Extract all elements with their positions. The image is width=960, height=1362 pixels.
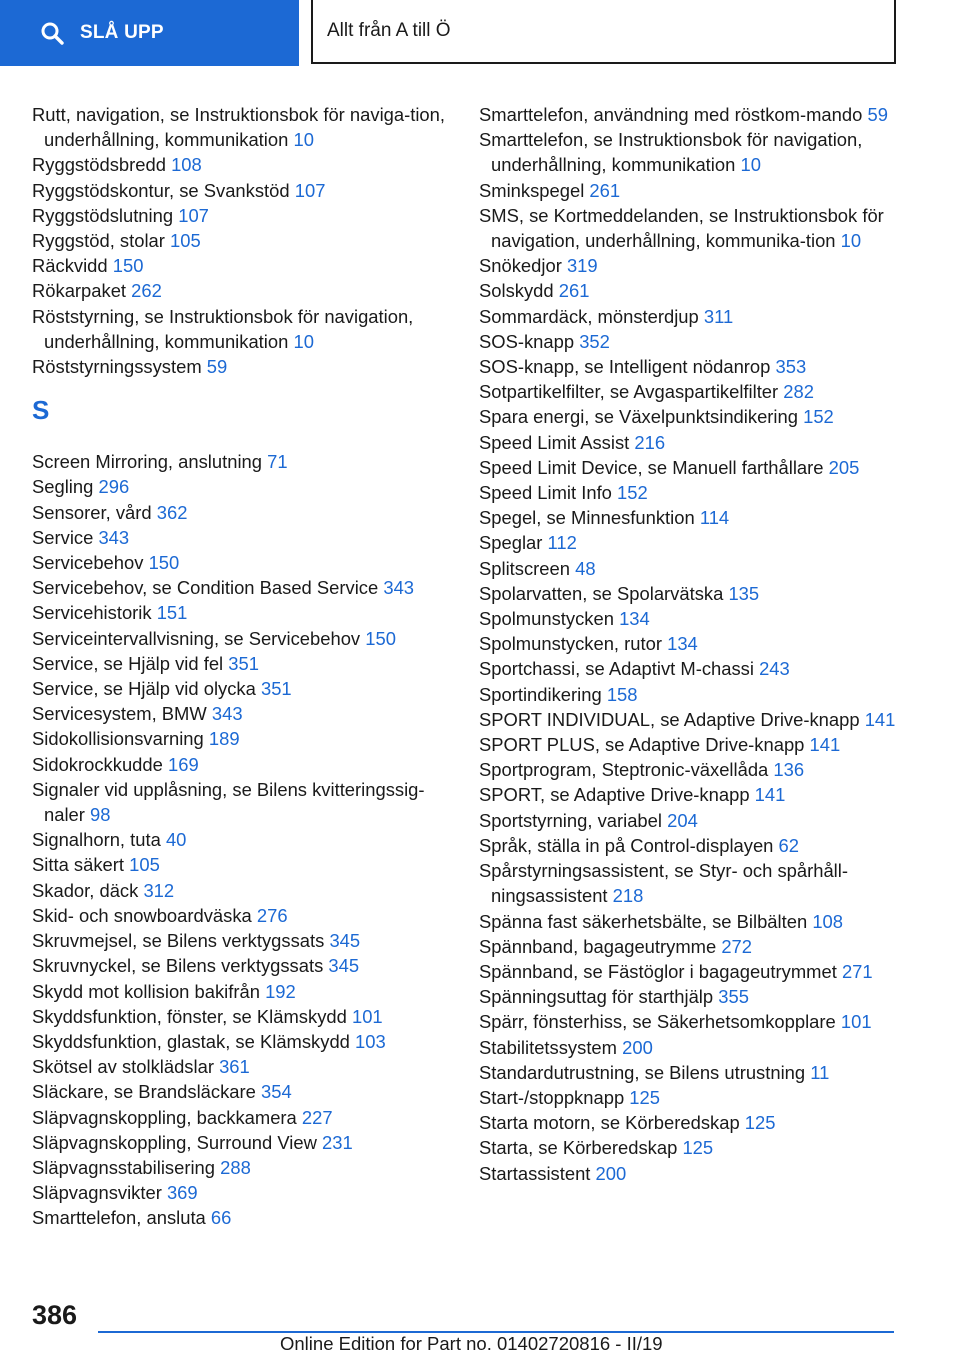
index-group-s-continued <box>479 102 929 1186</box>
index-entry-page-link[interactable]: 125 <box>744 1112 776 1134</box>
index-entry <box>32 525 452 550</box>
index-entry-page-link[interactable]: 200 <box>595 1162 627 1184</box>
index-entry <box>479 127 929 177</box>
index-entry-text: Serviceintervallvisning, se Servicebehov <box>32 627 361 649</box>
index-entry <box>479 833 929 858</box>
index-entry <box>479 556 929 581</box>
index-entry-page-link[interactable]: 141 <box>864 708 896 730</box>
index-column-right <box>479 102 929 1186</box>
index-entry-text: Skruvmejsel, se Bilens verktygssats <box>32 930 325 952</box>
index-entry-text: SOS-knapp, se Intelligent nödanrop <box>479 356 771 378</box>
index-entry <box>32 500 452 525</box>
index-entry-page-link[interactable]: 169 <box>167 753 199 775</box>
index-entry-page-link[interactable]: 296 <box>98 476 130 498</box>
index-entry-text: Servicehistorik <box>32 602 152 624</box>
index-entry-page-link[interactable]: 125 <box>629 1086 660 1108</box>
index-entry-text: SPORT INDIVIDUAL, se Adaptive Drive-knapp <box>479 708 860 730</box>
index-entry-text: Skid- och snowboardväska <box>32 904 252 926</box>
index-entry-text: Smarttelefon, se Instruktionsbok för navigation, underhållning, kommunikation <box>479 129 863 176</box>
index-entry-page-link[interactable]: 261 <box>558 280 590 302</box>
index-entry-page-link[interactable]: 62 <box>778 834 799 856</box>
index-entry-text: Släpvagnsvikter <box>32 1182 162 1204</box>
index-entry-page-link[interactable]: 352 <box>579 330 610 352</box>
index-entry <box>32 1180 452 1205</box>
edition-text: Online Edition for Part no. 01402720816 - II/19 <box>280 1333 663 1354</box>
index-entry-page-link[interactable]: 107 <box>294 179 326 201</box>
index-entry <box>479 1135 929 1160</box>
index-entry <box>32 651 452 676</box>
index-entry <box>32 203 452 228</box>
index-entry-text: Skruvnyckel, se Bilens verktygssats <box>32 955 324 977</box>
index-entry <box>479 808 929 833</box>
index-entry-page-link[interactable]: 312 <box>143 879 175 901</box>
index-entry <box>479 581 929 606</box>
index-entry-page-link[interactable]: 216 <box>634 431 666 453</box>
index-entry-page-link[interactable]: 288 <box>220 1156 251 1178</box>
index-entry-page-link[interactable]: 108 <box>812 910 843 932</box>
index-entry-text: Spänna fast säkerhetsbälte, se Bilbälten <box>479 910 808 932</box>
index-entry <box>32 304 452 354</box>
index-entry-page-link[interactable]: 107 <box>178 204 209 226</box>
index-entry-text: Spännband, bagageutrymme <box>479 935 717 957</box>
index-entry <box>479 354 929 379</box>
index-entry <box>32 953 452 978</box>
index-entry-text: SMS, se Kortmeddelanden, se Instruktionsbok för navigation, underhållning, kommunika-tion <box>479 204 884 252</box>
index-entry <box>32 354 452 379</box>
index-entry-text: Spärr, fönsterhiss, se Säkerhetsomkopplare <box>479 1011 836 1033</box>
index-entry-page-link[interactable]: 205 <box>828 456 860 478</box>
index-entry <box>32 852 452 877</box>
index-entry <box>479 430 929 455</box>
index-entry-text: SPORT PLUS, se Adaptive Drive-knapp <box>479 734 805 756</box>
index-entry-page-link[interactable]: 105 <box>129 854 160 876</box>
index-entry-text: Sotpartikelfilter, se Avgaspartikelfilter <box>479 381 779 403</box>
index-entry <box>32 550 452 575</box>
index-entry-text: Startassistent <box>479 1162 591 1184</box>
index-entry <box>32 928 452 953</box>
index-entry <box>479 1085 929 1110</box>
index-entry-page-link[interactable]: 103 <box>355 1030 386 1052</box>
index-entry <box>32 152 452 177</box>
index-entry <box>479 404 929 429</box>
index-entry <box>479 631 929 656</box>
search-icon <box>40 21 64 45</box>
index-entry-text: Starta, se Körberedskap <box>479 1137 678 1159</box>
index-entry-text: Speed Limit Info <box>479 482 612 504</box>
index-entry <box>479 858 929 908</box>
index-entry <box>32 1105 452 1130</box>
index-entry-text: Speed Limit Assist <box>479 431 630 453</box>
index-entry <box>32 878 452 903</box>
index-entry-page-link[interactable]: 152 <box>803 406 834 428</box>
index-entry <box>32 676 452 701</box>
index-entry <box>479 984 929 1009</box>
index-entry <box>479 102 929 127</box>
index-entry-text: Service, se Hjälp vid fel <box>32 652 224 674</box>
index-entry <box>479 782 929 807</box>
index-entry-text: Röststyrning, se Instruktionsbok för navigation, underhållning, kommunikation <box>32 305 414 352</box>
index-entry-text: Spolarvatten, se Spolarvätska <box>479 582 724 604</box>
index-entry-page-link[interactable]: 134 <box>667 633 698 655</box>
index-entry <box>32 701 452 726</box>
index-entry-text: Släckare, se Brandsläckare <box>32 1081 256 1103</box>
index-entry-page-link[interactable]: 319 <box>566 255 598 277</box>
index-group-r <box>32 102 452 379</box>
index-entry <box>32 278 452 303</box>
index-entry-page-link[interactable]: 10 <box>293 330 314 352</box>
index-entry-text: Språk, ställa in på Control-displayen <box>479 834 774 856</box>
index-entry-page-link[interactable]: 192 <box>265 980 296 1002</box>
index-entry-page-link[interactable]: 10 <box>740 154 761 176</box>
index-entry-text: Sitta säkert <box>32 854 124 876</box>
index-entry <box>479 304 929 329</box>
index-entry-page-link[interactable]: 272 <box>721 935 753 957</box>
index-column-left <box>32 102 452 1231</box>
index-entry-page-link[interactable]: 351 <box>228 652 259 674</box>
index-entry-page-link[interactable]: 151 <box>156 602 188 624</box>
index-entry-page-link[interactable]: 158 <box>606 683 638 705</box>
index-entry-text: Sportindikering <box>479 683 602 705</box>
index-entry <box>479 203 929 253</box>
index-entry <box>32 178 452 203</box>
index-entry <box>479 606 929 631</box>
index-entry-page-link[interactable]: 361 <box>219 1056 250 1078</box>
index-entry-page-link[interactable]: 353 <box>775 356 807 378</box>
index-group-s <box>32 449 452 1230</box>
index-entry <box>32 474 452 499</box>
index-entry-page-link[interactable]: 282 <box>783 381 814 403</box>
index-entry <box>32 827 452 852</box>
index-entry-text: Spänningsuttag för starthjälp <box>479 986 714 1008</box>
index-entry <box>479 278 929 303</box>
index-entry-page-link[interactable]: 231 <box>322 1131 353 1153</box>
index-entry <box>32 600 452 625</box>
index-entry-text: Stabilitetssystem <box>479 1036 617 1058</box>
index-entry <box>479 707 929 732</box>
index-entry-page-link[interactable]: 345 <box>328 955 360 977</box>
index-entry <box>479 934 929 959</box>
index-entry-page-link[interactable]: 362 <box>156 501 188 523</box>
index-entry-text: Spolmunstycken, rutor <box>479 633 662 655</box>
index-entry-text: Servicebehov, se Condition Based Service <box>32 577 379 599</box>
index-entry-page-link[interactable]: 204 <box>667 809 698 831</box>
index-entry-text: Starta motorn, se Körberedskap <box>479 1112 740 1134</box>
index-entry-page-link[interactable]: 141 <box>809 734 841 756</box>
index-entry-page-link[interactable]: 11 <box>810 1061 830 1083</box>
index-entry <box>32 979 452 1004</box>
index-entry-text: Räckvidd <box>32 255 108 277</box>
index-entry <box>32 1155 452 1180</box>
index-entry <box>479 1161 929 1186</box>
index-entry-text: Rutt, navigation, se Instruktionsbok för naviga-tion, underhållning, kommunikation <box>32 104 445 151</box>
index-entry-text: Speed Limit Device, se Manuell farthållare <box>479 456 824 478</box>
index-entry-page-link[interactable]: 355 <box>718 986 749 1008</box>
index-entry-text: Service <box>32 526 94 548</box>
index-entry <box>479 909 929 934</box>
index-entry-page-link[interactable]: 345 <box>329 930 361 952</box>
index-entry-page-link[interactable]: 243 <box>759 658 790 680</box>
index-entry-text: Solskydd <box>479 280 554 302</box>
index-entry-page-link[interactable]: 40 <box>165 829 187 851</box>
index-entry-text: Servicebehov <box>32 552 144 574</box>
index-entry-page-link[interactable]: 134 <box>619 608 650 630</box>
index-entry <box>479 1110 929 1135</box>
index-entry <box>32 449 452 474</box>
index-entry-text: Släpvagnskoppling, backkamera <box>32 1106 297 1128</box>
index-entry-page-link[interactable]: 59 <box>867 104 888 125</box>
top-bar <box>0 0 960 66</box>
index-entry-page-link[interactable]: 71 <box>267 451 288 473</box>
index-entry <box>32 752 452 777</box>
index-entry-text: Skötsel av stolklädslar <box>32 1056 214 1078</box>
index-entry <box>479 682 929 707</box>
index-entry <box>479 1009 929 1034</box>
index-entry-text: Snökedjor <box>479 255 562 277</box>
index-entry <box>479 505 929 530</box>
index-entry <box>479 959 929 984</box>
index-entry <box>32 1079 452 1104</box>
index-entry-text: Sidokollisionsvarning <box>32 728 204 750</box>
index-entry-page-link[interactable]: 108 <box>171 154 202 176</box>
index-entry-page-link[interactable]: 112 <box>547 532 577 554</box>
index-entry <box>32 726 452 751</box>
index-entry-page-link[interactable]: 135 <box>728 582 760 604</box>
index-entry-page-link[interactable]: 261 <box>589 179 621 201</box>
breadcrumb <box>311 0 896 64</box>
index-entry-text: Speglar <box>479 532 543 554</box>
page-number: 386 <box>32 1300 78 1330</box>
index-entry-page-link[interactable]: 343 <box>383 577 415 599</box>
index-entry <box>32 903 452 928</box>
index-entry-text: Service, se Hjälp vid olycka <box>32 678 256 700</box>
index-entry <box>479 656 929 681</box>
index-entry-page-link[interactable]: 10 <box>840 230 862 252</box>
breadcrumb-label: Allt från A till Ö <box>327 20 451 41</box>
index-entry-text: Ryggstödslutning <box>32 204 174 226</box>
index-entry-page-link[interactable]: 227 <box>301 1106 333 1128</box>
index-entry-page-link[interactable]: 189 <box>208 728 240 750</box>
index-entry-text: Skyddsfunktion, glastak, se Klämskydd <box>32 1030 350 1052</box>
index-entry <box>479 732 929 757</box>
index-entry <box>479 455 929 480</box>
index-entry <box>479 1035 929 1060</box>
index-entry-text: Sportstyrning, variabel <box>479 809 662 831</box>
index-entry-text: Signaler vid upplåsning, se Bilens kvitteringssig-naler <box>32 778 425 826</box>
index-entry-page-link[interactable]: 125 <box>682 1137 714 1159</box>
index-entry-text: Sminkspegel <box>479 179 585 201</box>
index-entry <box>32 1029 452 1054</box>
index-entry <box>32 1130 452 1155</box>
index-entry <box>479 757 929 782</box>
index-entry <box>32 777 452 827</box>
index-entry-text: Sportprogram, Steptronic-växellåda <box>479 759 769 781</box>
index-entry-text: Spolmunstycken <box>479 608 614 630</box>
index-entry-text: Smarttelefon, ansluta <box>32 1207 206 1229</box>
index-entry-text: Standardutrustning, se Bilens utrustning <box>479 1061 806 1083</box>
index-entry-page-link[interactable]: 105 <box>170 230 201 252</box>
index-entry-page-link[interactable]: 150 <box>365 627 396 649</box>
index-entry-page-link[interactable]: 262 <box>131 280 162 302</box>
index-entry-text: Ryggstöd, stolar <box>32 230 165 252</box>
index-entry <box>479 1060 929 1085</box>
index-entry-page-link[interactable]: 343 <box>211 703 243 725</box>
index-entry <box>32 575 452 600</box>
index-entry <box>479 530 929 555</box>
index-entry-text: Sidokrockkudde <box>32 753 163 775</box>
index-entry-page-link[interactable]: 369 <box>166 1182 198 1204</box>
index-entry-page-link[interactable]: 150 <box>112 255 144 277</box>
index-entry-page-link[interactable]: 150 <box>148 552 180 574</box>
index-entry <box>32 1054 452 1079</box>
index-entry-text: Ryggstödsbredd <box>32 154 166 176</box>
index-entry-text: Rökarpaket <box>32 280 127 302</box>
index-entry-page-link[interactable]: 354 <box>260 1081 292 1103</box>
index-entry <box>479 178 929 203</box>
index-entry-text: Sportchassi, se Adaptivt M-chassi <box>479 658 754 680</box>
index-entry-text: Skydd mot kollision bakifrån <box>32 980 260 1002</box>
index-entry-text: Spännband, se Fästöglor i bagageutrymmet <box>479 960 837 982</box>
index-entry-text: Start-/stoppknapp <box>479 1086 625 1108</box>
section-letter: S <box>32 395 50 426</box>
index-entry-text: Screen Mirroring, anslutning <box>32 451 262 473</box>
index-entry <box>32 1004 452 1029</box>
index-entry-page-link[interactable]: 101 <box>840 1011 872 1033</box>
index-entry-page-link[interactable]: 276 <box>256 904 288 926</box>
index-entry-page-link[interactable]: 98 <box>90 804 111 826</box>
index-entry-page-link[interactable]: 141 <box>754 784 786 806</box>
index-entry-text: Signalhorn, tuta <box>32 829 161 851</box>
index-entry <box>32 228 452 253</box>
index-entry-page-link[interactable]: 114 <box>699 507 730 529</box>
index-entry-text: Spara energi, se Växelpunktsindikering <box>479 406 798 428</box>
index-entry-page-link[interactable]: 152 <box>617 482 648 504</box>
index-entry-page-link[interactable]: 311 <box>703 305 734 327</box>
index-entry-text: Spårstyrningsassistent, se Styr- och spårhåll-ningsassistent <box>479 860 848 907</box>
index-entry <box>32 102 452 152</box>
index-entry-text: Skyddsfunktion, fönster, se Klämskydd <box>32 1005 347 1027</box>
index-entry-text: Servicesystem, BMW <box>32 703 207 725</box>
index-entry-page-link[interactable]: 48 <box>575 557 596 579</box>
index-entry <box>32 626 452 651</box>
index-entry-page-link[interactable]: 10 <box>293 129 314 151</box>
index-entry-page-link[interactable]: 351 <box>260 678 292 700</box>
index-entry-text: SOS-knapp <box>479 330 575 352</box>
index-entry-page-link[interactable]: 101 <box>351 1005 383 1027</box>
index-entry-page-link[interactable]: 200 <box>622 1036 653 1058</box>
index-entry-text: Röststyrningssystem <box>32 356 202 378</box>
search-button[interactable] <box>0 0 299 66</box>
index-entry <box>479 253 929 278</box>
index-entry-page-link[interactable]: 343 <box>98 526 130 548</box>
index-entry-text: Släpvagnskoppling, Surround View <box>32 1131 317 1153</box>
index-entry-text: Sensorer, vård <box>32 501 152 523</box>
index-entry <box>32 253 452 278</box>
index-entry-text: SPORT, se Adaptive Drive-knapp <box>479 784 750 806</box>
index-entry-text: Splitscreen <box>479 557 570 579</box>
index-entry-page-link[interactable]: 59 <box>206 356 228 378</box>
index-entry-page-link[interactable]: 136 <box>773 759 805 781</box>
index-entry-text: Ryggstödskontur, se Svankstöd <box>32 179 290 201</box>
index-entry-text: Sommardäck, mönsterdjup <box>479 305 699 327</box>
index-entry <box>479 329 929 354</box>
index-entry-text: Spegel, se Minnesfunktion <box>479 507 695 529</box>
index-entry <box>479 379 929 404</box>
index-entry-page-link[interactable]: 218 <box>612 885 644 907</box>
index-entry-text: Släpvagnsstabilisering <box>32 1156 215 1178</box>
index-entry-text: Smarttelefon, användning med röstkom-mando <box>479 104 863 125</box>
index-entry <box>479 480 929 505</box>
index-entry <box>32 1205 452 1230</box>
index-entry-text: Skador, däck <box>32 879 139 901</box>
index-entry-text: Segling <box>32 476 94 498</box>
index-entry-page-link[interactable]: 66 <box>210 1207 232 1229</box>
index-entry-page-link[interactable]: 271 <box>841 960 873 982</box>
search-button-label: SLÅ UPP <box>80 22 164 43</box>
